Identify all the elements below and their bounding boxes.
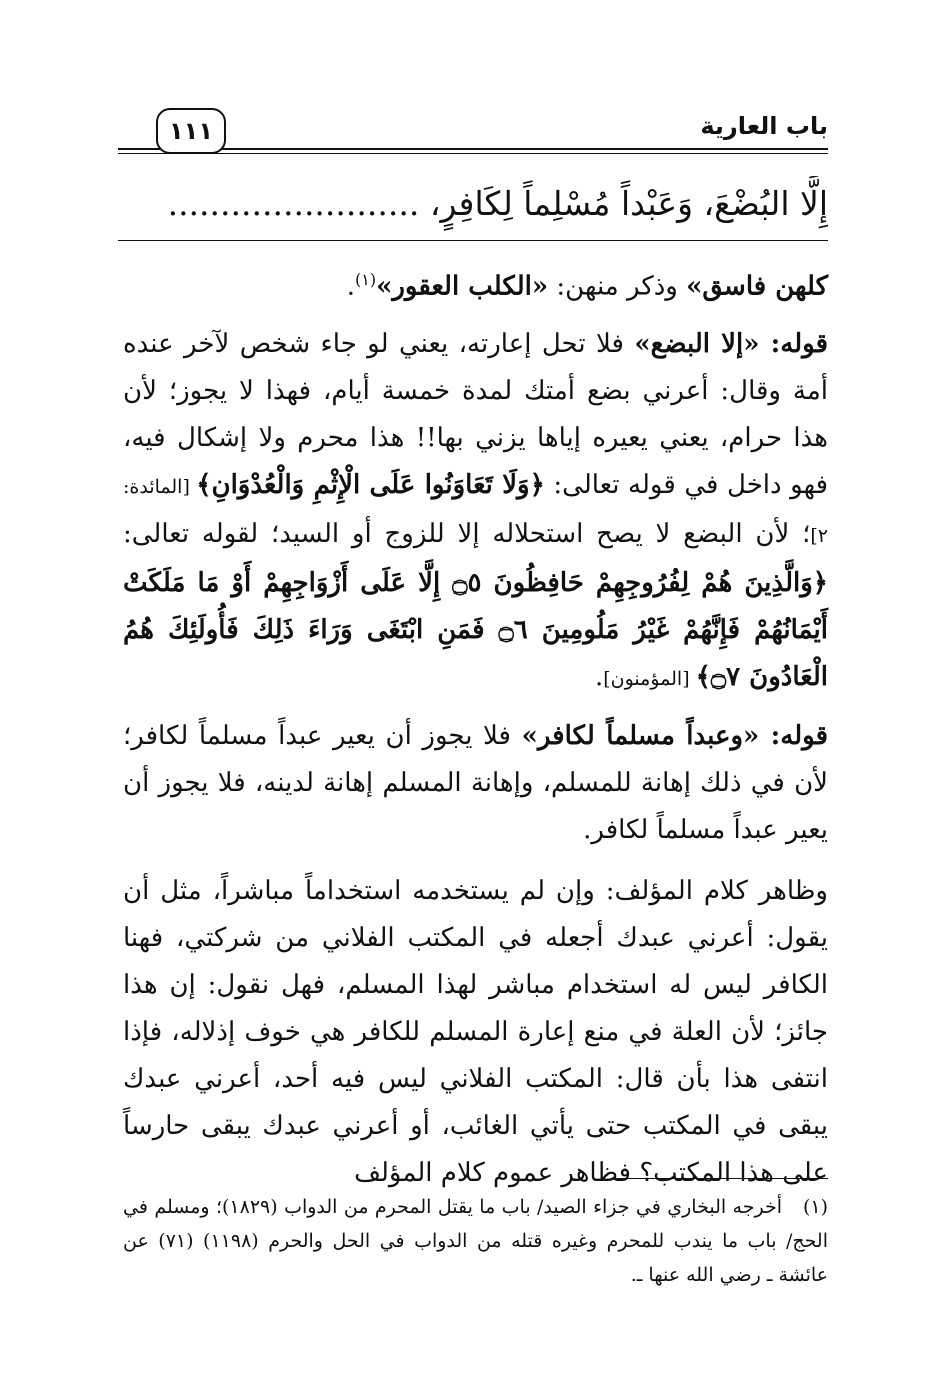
quoted-term: كلهن فاسق»	[686, 271, 828, 302]
verse-reference: [المؤمنون]	[603, 667, 696, 690]
quran-verse: ﴿وَلَا تَعَاوَنُوا عَلَى الْإِثْمِ وَالْعُدْوَانِ﴾	[196, 469, 545, 500]
footnote-divider	[612, 1178, 828, 1179]
page-header	[118, 108, 828, 158]
quoted-term: قوله: «وعبداً مسلماً لكافر»	[521, 720, 828, 751]
paragraph-text: وظاهر كلام المؤلف: وإن لم يستخدمه استخداماً مباشراً، مثل أن يقول: أعرني عبدك أجعله في المكتب الفلاني من شركتي، فهنا الكافر ليس له استخدام مباشر لهذا المسلم، فهل نقول: إن هذا جائز؛ لأن العلة في منع إعارة المسلم للكافر هي خوف إذلاله، فإذا انتفى هذا بأن قال: المكتب الفلاني ليس فيه أحد، أعرني عبدك يبقى في المكتب حتى يأتي الغائب، أو أعرني عبدك يبقى حارساً على هذا المكتب؟ فظاهر عموم كلام المؤلف	[123, 875, 828, 1188]
quran-verse: ﴿وَالَّذِينَ هُمْ لِفُرُوجِهِمْ حَافِظُونَ ۝٥ إِلَّا عَلَى أَزْوَاجِهِمْ أَوْ مَا مَلَكَتْ أَيْمَانُهُمْ فَإِنَّهُمْ غَيْرُ مَلُومِينَ ۝٦ فَمَنِ ابْتَغَى وَرَاءَ ذَلِكَ فَأُولَئِكَ هُمُ الْعَادُونَ ۝٧﴾	[123, 567, 829, 692]
quoted-term: «الكلب العقور»	[376, 271, 549, 302]
page-number: ١١١	[156, 108, 226, 154]
paragraph-3	[123, 713, 828, 854]
footnote-number: (١)	[802, 1196, 828, 1218]
matn-divider	[118, 240, 828, 241]
paragraph-2	[123, 321, 828, 703]
footnote	[123, 1190, 828, 1292]
header-rule-thick	[118, 148, 828, 150]
paragraph-text: .	[346, 271, 356, 302]
paragraph-1	[123, 256, 828, 311]
paragraph-text: وذكر منهن:	[548, 271, 687, 302]
commentary-body	[123, 256, 828, 1197]
matn-text: إِلَّا البُضْعَ، وَعَبْداً مُسْلِماً لِكَافِرٍ، ........................	[167, 184, 828, 223]
paragraph-text: فلا يجوز أن يعير عبداً مسلماً لكافر؛ لأن في ذلك إهانة للمسلم، وإهانة المسلم إهانة لدينه، فلا يجوز أن يعير عبداً مسلماً لكافر.	[123, 720, 828, 845]
footnote-entry	[123, 1190, 828, 1292]
paragraph-4	[123, 868, 828, 1197]
header-rule-thin	[118, 153, 828, 154]
paragraph-text: .	[594, 661, 604, 692]
footnote-marker: (١)	[355, 270, 377, 289]
verse-reference: [المائدة: ٢]	[123, 475, 828, 547]
quoted-term: قوله: «إلا البضع»	[634, 328, 828, 359]
paragraph-text: ؛ لأن البضع لا يصح استحلاله إلا للزوج أو السيد؛ لقوله تعالى:	[123, 518, 811, 549]
chapter-title: باب العارية	[700, 112, 828, 140]
footnote-text: أخرجه البخاري في جزاء الصيد/ باب ما يقتل المحرم من الدواب (١٨٢٩)؛ ومسلم في الحج/ باب ما يندب للمحرم وغيره قتله من الدواب في الحل والحرم (١١٩٨) (٧١) عن عائشة ـ رضي الله عنها ـ.	[123, 1196, 828, 1286]
paragraph-text: فلا تحل إعارته، يعني لو جاء شخص لآخر عنده أمة وقال: أعرني بضع أمتك لمدة خمسة أيام، فهذا لا يجوز؛ لأن هذا حرام، يعني يعيره إياها يزني بها!! هذا محرم ولا إشكال فيه، فهو داخل في قوله تعالى:	[123, 328, 829, 500]
